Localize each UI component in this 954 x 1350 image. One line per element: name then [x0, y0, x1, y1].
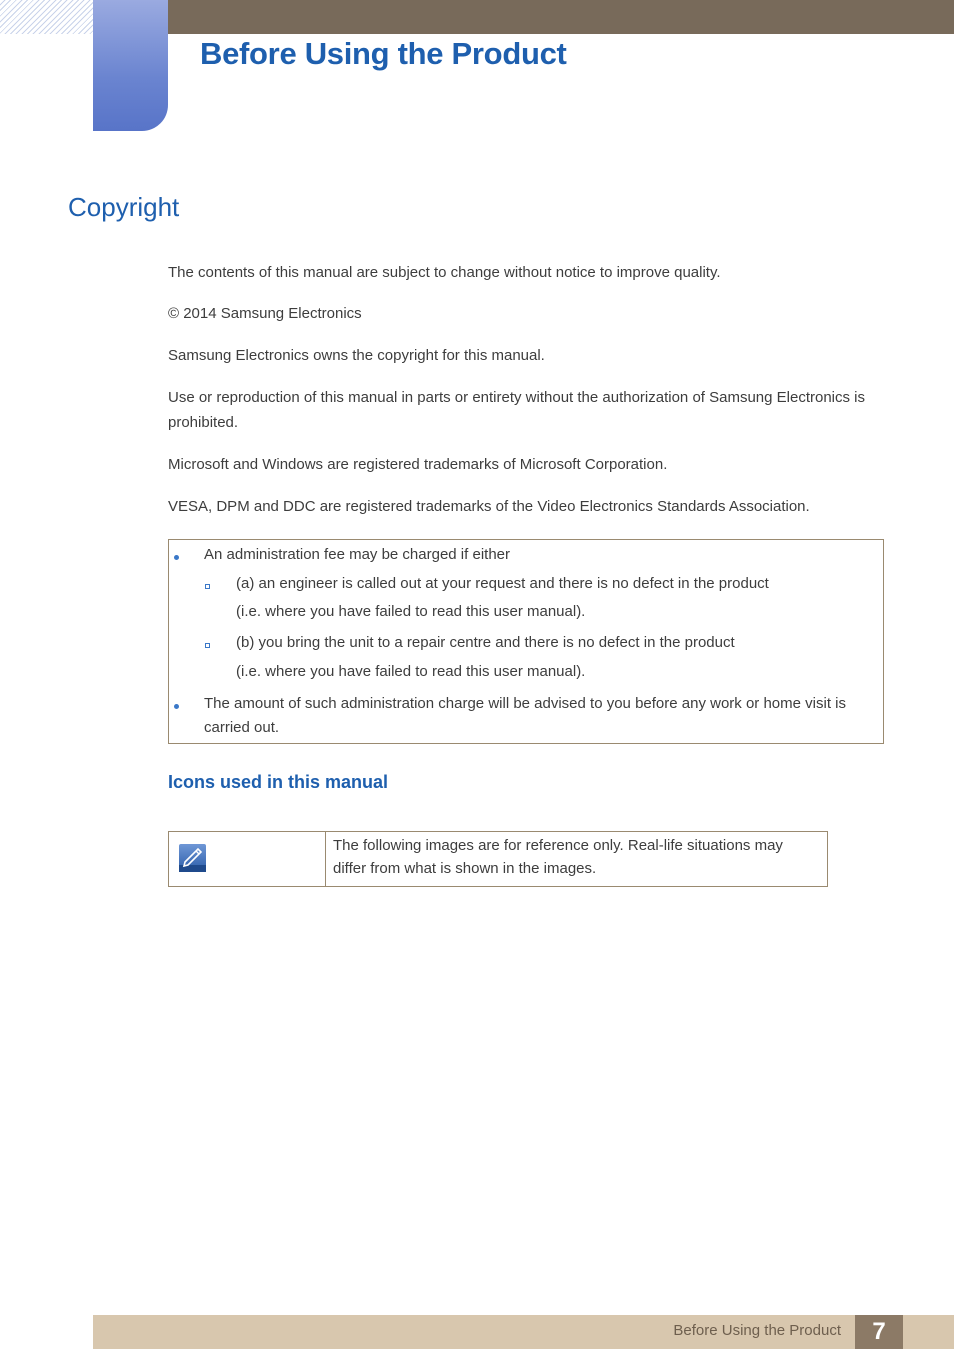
paragraph: Microsoft and Windows are registered trademarks of Microsoft Corporation.: [168, 456, 668, 473]
page-number: 7: [855, 1315, 903, 1349]
footer-bar: [93, 1315, 954, 1349]
header-bar: [168, 0, 954, 34]
paragraph: © 2014 Samsung Electronics: [168, 305, 362, 322]
sub-bullet-icon: [205, 584, 210, 589]
paragraph: Samsung Electronics owns the copyright for this manual.: [168, 347, 545, 364]
section-title: Copyright: [68, 192, 180, 222]
icon-cell: [169, 832, 326, 886]
paragraph: The contents of this manual are subject to change without notice to improve quality.: [168, 264, 721, 281]
decorative-hatch: [0, 0, 93, 34]
notice-sub-item: (b) you bring the unit to a repair centre and there is no defect in the product: [236, 634, 735, 651]
notice-bullet: An administration fee may be charged if either: [204, 546, 510, 563]
paragraph: Use or reproduction of this manual in parts or entirety without the authorization of Samsung Electronics is prohibited.: [168, 389, 866, 431]
bullet-icon: [174, 555, 179, 560]
icons-table: [168, 831, 828, 887]
sub-bullet-icon: [205, 643, 210, 648]
notice-bullet: The amount of such administration charge will be advised to you before any work or home visit is carried out.: [204, 695, 846, 736]
notice-sub-item: (a) an engineer is called out at your request and there is no defect in the product: [236, 575, 769, 592]
icon-description: The following images are for reference only. Real-life situations may differ from what is shown in the images.: [333, 837, 783, 877]
note-icon: [178, 843, 207, 873]
paragraph: VESA, DPM and DDC are registered trademarks of the Video Electronics Standards Association.: [168, 498, 810, 515]
notice-sub-note: (i.e. where you have failed to read this user manual).: [236, 603, 586, 620]
chapter-tab: [93, 0, 168, 131]
subsection-title: Icons used in this manual: [168, 772, 389, 792]
footer-label: Before Using the Product: [673, 1322, 841, 1339]
notice-sub-note: (i.e. where you have failed to read this user manual).: [236, 663, 586, 680]
chapter-title: Before Using the Product: [200, 36, 567, 71]
notice-box: [168, 539, 884, 744]
bullet-icon: [174, 704, 179, 709]
